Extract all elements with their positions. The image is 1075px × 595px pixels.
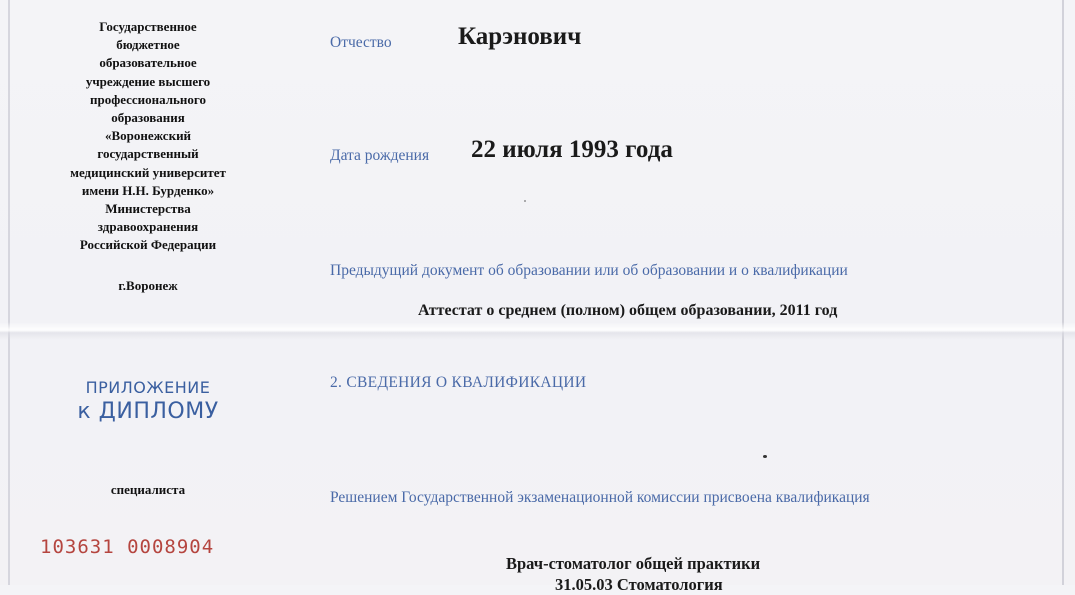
speck-mark bbox=[763, 455, 767, 458]
serial-number: 103631 0008904 bbox=[40, 536, 215, 558]
document-title bbox=[30, 378, 266, 424]
degree-level: специалиста bbox=[110, 482, 186, 497]
birth-date-label: Дата рождения bbox=[330, 147, 430, 164]
page-edge-left bbox=[8, 0, 10, 585]
patronymic-label: Отчество bbox=[330, 34, 392, 51]
institution-name: Государственное бюджетное образовательное учреждение высшего профессионального образования «Воронежский государственный медицинский университет имени Н.Н. Бурденко» Министерства здравоохранения Российской Федерации bbox=[70, 19, 226, 253]
commission-decision-text: Решением Государственной экзаменационной комиссии присвоена квалификация bbox=[330, 489, 870, 506]
patronymic-value: Карэнович bbox=[458, 23, 582, 50]
previous-document-value: Аттестат о среднем (полном) общем образовании, 2011 год bbox=[418, 302, 838, 319]
previous-document-label: Предыдущий документ об образовании или об образовании и о квалификации bbox=[330, 262, 848, 279]
birth-date-value: 22 июля 1993 года bbox=[471, 136, 673, 163]
qualification-section-title: 2. СВЕДЕНИЯ О КВАЛИФИКАЦИИ bbox=[330, 374, 587, 391]
speck-mark bbox=[524, 200, 526, 202]
qualification-value: Врач-стоматолог общей практики bbox=[506, 554, 761, 573]
page-edge-right bbox=[1062, 0, 1064, 585]
paper-fold-line bbox=[0, 322, 1075, 340]
city: г.Воронеж bbox=[118, 278, 178, 293]
document-title-line1: ПРИЛОЖЕНИЕ bbox=[85, 378, 211, 397]
specialty-value: 31.05.03 Стоматология bbox=[555, 575, 723, 594]
document-title-line2: к ДИПЛОМУ bbox=[77, 399, 219, 424]
